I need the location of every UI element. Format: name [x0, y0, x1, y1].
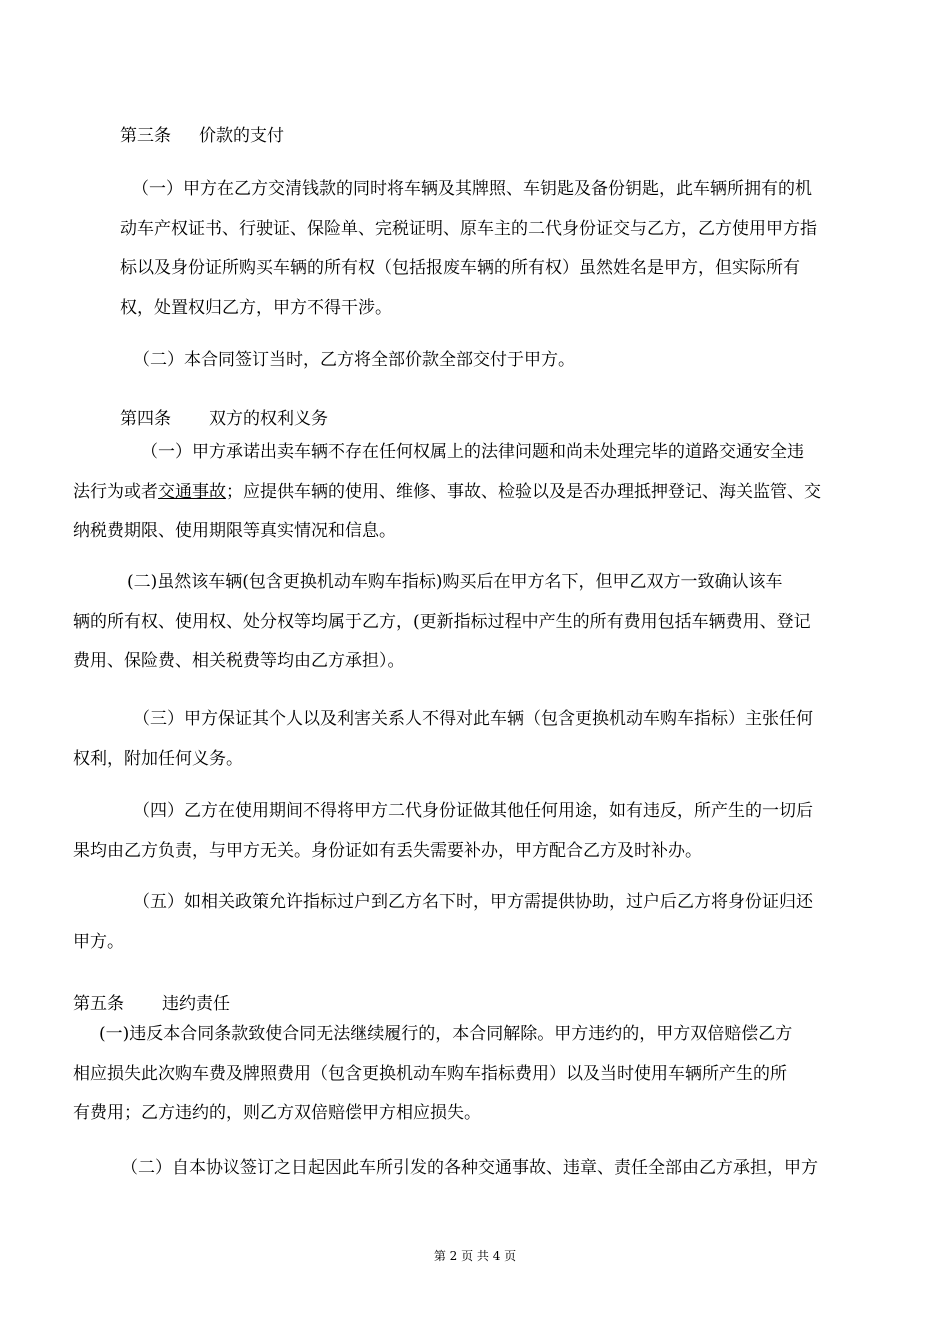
text-line: 标以及身份证所购买车辆的所有权（包括报废车辆的所有权）虽然姓名是甲方，但实际所有 [120, 258, 800, 278]
text-line: 相应损失此次购车费及牌照费用（包含更换机动车购车指标费用）以及当时使用车辆所产生的所 [73, 1063, 787, 1084]
section-3-number: 第三条 [120, 126, 171, 146]
text-segment: 法行为或者 [73, 481, 158, 502]
section-5-clause-1 [0, 1015, 950, 1134]
text-line: (一)违反本合同条款致使合同无法继续履行的，本合同解除。甲方违约的，甲方双倍赔偿乙方 [99, 1024, 793, 1044]
section-4-clause-4 [0, 792, 950, 871]
section-3-heading [120, 121, 284, 146]
text-line: （四）乙方在使用期间不得将甲方二代身份证做其他任何用途，如有违反，所产生的一切后 [133, 801, 813, 821]
section-4-heading [120, 404, 328, 429]
text-line: 有费用；乙方违约的，则乙方双倍赔偿甲方相应损失。 [73, 1103, 481, 1123]
section-4-clause-3 [0, 700, 950, 779]
section-4-number: 第四条 [120, 409, 171, 429]
section-4-clause-5 [0, 883, 950, 962]
section-4-clause-2 [0, 563, 950, 682]
text-line: 甲方。 [73, 931, 124, 952]
text-line: 权，处置权归乙方，甲方不得干涉。 [120, 297, 392, 318]
text-line: 果均由乙方负责，与甲方无关。身份证如有丢失需要补办，甲方配合乙方及时补办。 [73, 840, 702, 861]
text-line: （二）自本协议签订之日起因此车所引发的各种交通事故、违章、责任全部由乙方承担，甲方 [121, 1158, 818, 1178]
text-line: （一）甲方承诺出卖车辆不存在任何权属上的法律问题和尚未处理完毕的道路交通安全违 [141, 442, 804, 462]
section-3-title: 价款的支付 [199, 126, 284, 146]
text-line: 费用、保险费、相关税费等均由乙方承担）。 [73, 651, 405, 671]
section-5-number: 第五条 [73, 994, 124, 1014]
section-5-heading [73, 989, 230, 1014]
text-line: （一）甲方在乙方交清钱款的同时将车辆及其牌照、车钥匙及备份钥匙，此车辆所拥有的机 [132, 179, 812, 199]
section-3-clause-1 [0, 170, 950, 328]
section-5-clause-2 [0, 1149, 950, 1189]
text-line: 辆的所有权、使用权、处分权等均属于乙方，(更新指标过程中产生的所有费用包括车辆费用、登记 [73, 611, 811, 632]
section-4-clause-1 [0, 433, 950, 552]
text-line: （二）本合同签订当时，乙方将全部价款全部交付于甲方。 [133, 350, 575, 370]
page-number-footer: 第 2 页 共 4 页 [433, 1249, 517, 1263]
section-5-title: 违约责任 [162, 994, 230, 1014]
text-segment: ；应提供车辆的使用、维修、事故、检验以及是否办理抵押登记、海关监管、交 [226, 481, 821, 502]
text-line [0, 473, 950, 513]
text-line: 纳税费期限、使用期限等真实情况和信息。 [73, 521, 396, 541]
text-line: 权利，附加任何义务。 [73, 748, 243, 769]
text-line: （三）甲方保证其个人以及利害关系人不得对此车辆（包含更换机动车购车指标）主张任何 [133, 709, 813, 729]
text-line: （五）如相关政策允许指标过户到乙方名下时，甲方需提供协助，过户后乙方将身份证归还 [133, 892, 813, 912]
text-line: 动车产权证书、行驶证、保险单、完税证明、原车主的二代身份证交与乙方，乙方使用甲方指 [120, 218, 817, 239]
section-3-clause-2 [0, 341, 950, 381]
text-line: (二)虽然该车辆(包含更换机动车购车指标)购买后在甲方名下，但甲乙双方一致确认该车 [127, 572, 783, 592]
traffic-accident-link[interactable]: 交通事故 [158, 481, 226, 502]
section-4-title: 双方的权利义务 [209, 409, 328, 429]
